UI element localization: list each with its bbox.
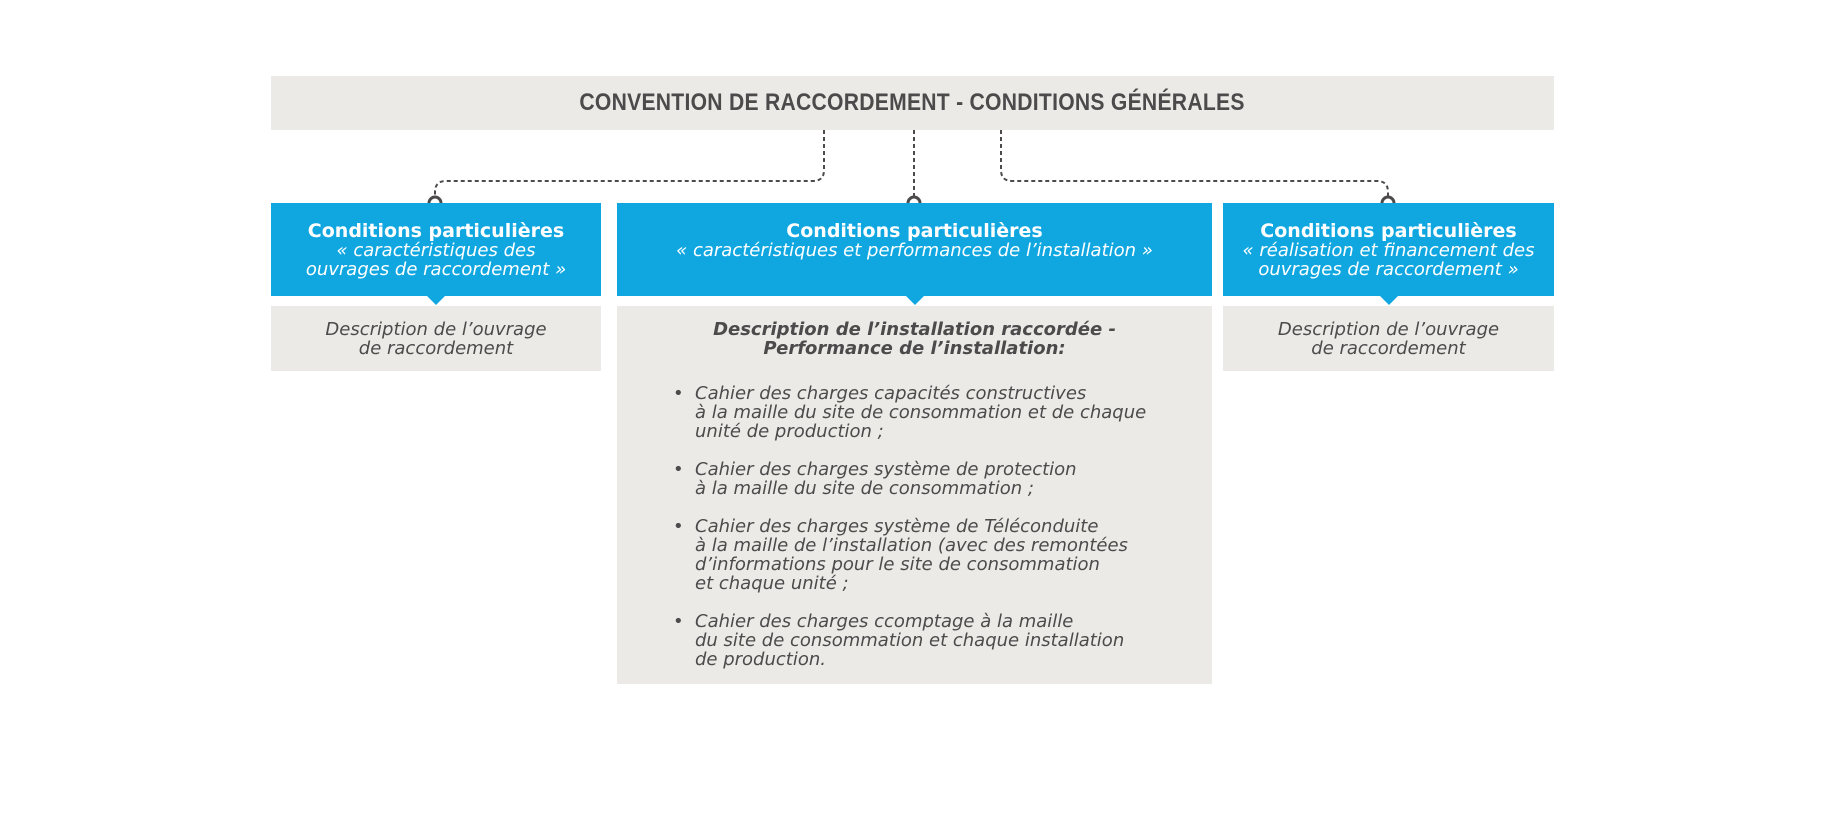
description-box-right: [1223, 306, 1554, 371]
conditions-box-left: [271, 203, 601, 296]
box-subtitle: « caractéristiques et performances de l’installation »: [676, 240, 1153, 261]
list-item: [673, 612, 1212, 669]
description-box-middle: [617, 306, 1212, 684]
bullet-icon: •: [673, 516, 684, 537]
connector-right: [1001, 130, 1388, 200]
box-title: Conditions particulières: [307, 220, 565, 242]
list-item: [673, 384, 1212, 441]
bullet-icon: •: [673, 459, 684, 480]
list-item: [673, 460, 1212, 498]
description-text: Description de l’ouvrage de raccordement: [1277, 319, 1500, 359]
box-pointer: [1380, 296, 1398, 305]
description-heading: Description de l’installation raccordée - Performance de l’installation:: [713, 319, 1116, 359]
description-text: Description de l’ouvrage de raccordement: [325, 319, 547, 359]
diagram-title: CONVENTION DE RACCORDEMENT - CONDITIONS GÉNÉRALES: [579, 89, 1246, 116]
conditions-box-middle: [617, 203, 1212, 296]
list-item-text: Cahier des charges capacités constructives à la maille du site de consommation et de chaque unité de production ;: [695, 383, 1147, 442]
bullet-icon: •: [673, 611, 684, 632]
requirements-list: [617, 384, 1212, 669]
list-item-text: Cahier des charges système de Téléconduite à la maille de l’installation (avec des remontées d’informations pour le site de consommation et chaque unité ;: [695, 516, 1128, 594]
box-subtitle: « caractéristiques des ouvrages de raccordement »: [305, 240, 567, 280]
box-title: Conditions particulières: [786, 220, 1043, 242]
conditions-box-right: [1223, 203, 1554, 296]
box-subtitle: « réalisation et financement des ouvrages de raccordement »: [1242, 240, 1535, 280]
connector-left: [435, 130, 824, 200]
box-title: Conditions particulières: [1260, 220, 1517, 242]
list-item-text: Cahier des charges système de protection à la maille du site de consommation ;: [695, 459, 1077, 499]
list-item: [673, 517, 1212, 593]
description-box-left: [271, 306, 601, 371]
bullet-icon: •: [673, 383, 684, 404]
box-pointer: [906, 296, 924, 305]
list-item-text: Cahier des charges ccomptage à la maille du site de consommation et chaque installation de production.: [695, 611, 1125, 670]
box-pointer: [427, 296, 445, 305]
